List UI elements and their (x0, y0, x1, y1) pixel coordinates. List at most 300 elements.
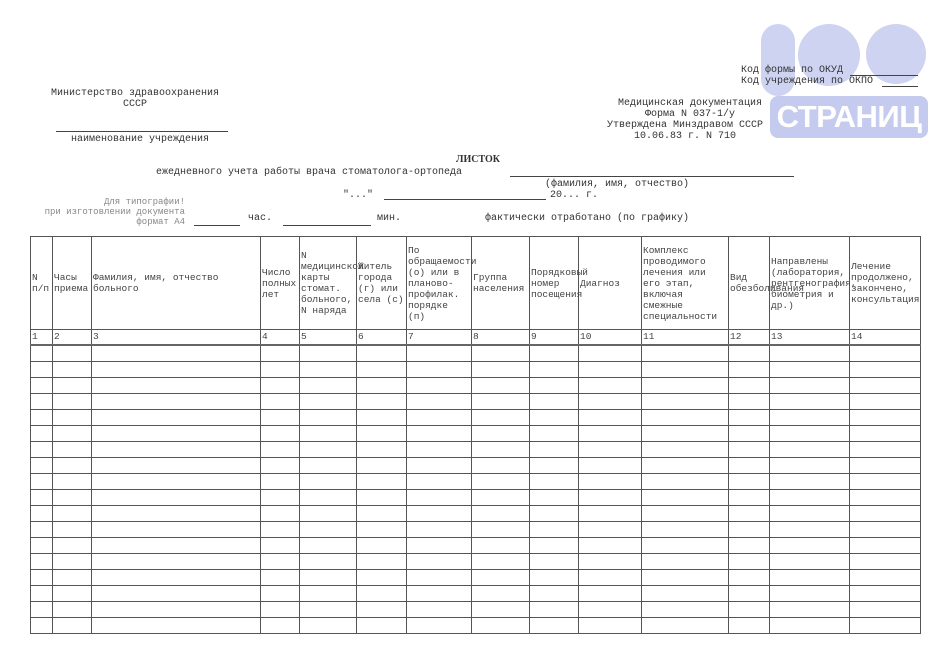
table-cell[interactable] (92, 602, 261, 618)
table-cell[interactable] (770, 586, 850, 602)
table-cell[interactable] (407, 458, 472, 474)
table-cell[interactable] (300, 538, 357, 554)
table-cell[interactable] (850, 618, 921, 634)
table-cell[interactable] (92, 490, 261, 506)
table-cell[interactable] (729, 426, 770, 442)
table-cell[interactable] (530, 586, 579, 602)
table-cell[interactable] (31, 458, 53, 474)
okpo-line[interactable] (882, 86, 918, 87)
table-cell[interactable] (642, 345, 729, 362)
table-cell[interactable] (357, 586, 407, 602)
table-cell[interactable] (729, 554, 770, 570)
table-cell[interactable] (53, 474, 92, 490)
column-number: 5 (300, 330, 357, 346)
institution-line[interactable] (56, 131, 228, 132)
table-cell[interactable] (92, 378, 261, 394)
column-header: Направлены (лаборатория, рентгенография, биометрия и др.) (770, 237, 850, 330)
table-cell[interactable] (530, 458, 579, 474)
table-cell[interactable] (31, 506, 53, 522)
table-cell[interactable] (579, 538, 642, 554)
table-cell[interactable] (92, 586, 261, 602)
table-cell[interactable] (729, 394, 770, 410)
typography-note-1: Для типографии! (103, 197, 185, 207)
table-cell[interactable] (472, 362, 530, 378)
column-header: Число полных лет (261, 237, 300, 330)
table-cell[interactable] (92, 394, 261, 410)
table-cell[interactable] (53, 458, 92, 474)
table-cell[interactable] (92, 410, 261, 426)
table-cell[interactable] (31, 474, 53, 490)
table-cell[interactable] (31, 586, 53, 602)
minutes-line[interactable] (283, 225, 371, 226)
table-cell[interactable] (261, 602, 300, 618)
table-cell[interactable] (53, 362, 92, 378)
table-cell[interactable] (407, 362, 472, 378)
table-cell[interactable] (472, 426, 530, 442)
table-cell[interactable] (850, 522, 921, 538)
column-number: 3 (92, 330, 261, 346)
table-cell[interactable] (92, 426, 261, 442)
table-cell[interactable] (642, 618, 729, 634)
table-cell[interactable] (642, 554, 729, 570)
table-cell[interactable] (53, 410, 92, 426)
table-cell[interactable] (300, 345, 357, 362)
table-cell[interactable] (53, 586, 92, 602)
form-number: Форма N 037-1/у (644, 109, 735, 120)
table-cell[interactable] (850, 570, 921, 586)
table-cell[interactable] (579, 506, 642, 522)
table-cell[interactable] (729, 378, 770, 394)
table-cell[interactable] (642, 602, 729, 618)
table-cell[interactable] (729, 474, 770, 490)
table-cell[interactable] (729, 506, 770, 522)
table-cell[interactable] (53, 394, 92, 410)
table-cell[interactable] (850, 490, 921, 506)
column-number: 9 (530, 330, 579, 346)
table-cell[interactable] (770, 490, 850, 506)
table-cell[interactable] (472, 522, 530, 538)
table-cell[interactable] (261, 362, 300, 378)
table-row (31, 458, 921, 474)
table-cell[interactable] (300, 618, 357, 634)
table-cell[interactable] (300, 458, 357, 474)
typography-note-3: формат А4 (136, 217, 185, 227)
table-cell[interactable] (261, 618, 300, 634)
date-year: 20... г. (550, 190, 599, 201)
table-row (31, 426, 921, 442)
approved: Утверждена Минздравом СССР (606, 120, 764, 131)
table-cell[interactable] (53, 522, 92, 538)
table-cell[interactable] (407, 570, 472, 586)
table-cell[interactable] (92, 618, 261, 634)
column-header: Часы приема (53, 237, 92, 330)
table-cell[interactable] (579, 602, 642, 618)
table-cell[interactable] (770, 570, 850, 586)
table-cell[interactable] (530, 442, 579, 458)
table-cell[interactable] (850, 426, 921, 442)
table-cell[interactable] (357, 522, 407, 538)
table-cell[interactable] (850, 538, 921, 554)
table-cell[interactable] (92, 570, 261, 586)
table-cell[interactable] (579, 410, 642, 426)
table-cell[interactable] (53, 538, 92, 554)
table-row (31, 522, 921, 538)
table-cell[interactable] (92, 474, 261, 490)
table-cell[interactable] (31, 602, 53, 618)
table-cell[interactable] (530, 378, 579, 394)
table-cell[interactable] (261, 522, 300, 538)
table-cell[interactable] (642, 506, 729, 522)
table-cell[interactable] (850, 378, 921, 394)
table-cell[interactable] (770, 474, 850, 490)
okud-label: Код формы по ОКУД (741, 65, 844, 76)
column-header: N медицинской карты стомат. больного, N наряда (300, 237, 357, 330)
table-cell[interactable] (530, 474, 579, 490)
okpo-label: Код учреждения по ОКПО (741, 76, 874, 87)
table-cell[interactable] (642, 538, 729, 554)
table-cell[interactable] (579, 442, 642, 458)
table-row (31, 602, 921, 618)
table-cell[interactable] (300, 554, 357, 570)
table-cell[interactable] (579, 474, 642, 490)
table-cell[interactable] (357, 570, 407, 586)
table-cell[interactable] (31, 362, 53, 378)
table-cell[interactable] (850, 586, 921, 602)
table-cell[interactable] (579, 522, 642, 538)
table-cell[interactable] (642, 490, 729, 506)
table-cell[interactable] (530, 410, 579, 426)
table-cell[interactable] (92, 554, 261, 570)
table-cell[interactable] (642, 458, 729, 474)
table-cell[interactable] (579, 458, 642, 474)
table-cell[interactable] (31, 426, 53, 442)
table-cell[interactable] (729, 522, 770, 538)
table-cell[interactable] (770, 362, 850, 378)
table-row (31, 394, 921, 410)
table-cell[interactable] (579, 362, 642, 378)
table-cell[interactable] (407, 522, 472, 538)
table-row (31, 538, 921, 554)
table-cell[interactable] (579, 586, 642, 602)
table-cell[interactable] (472, 490, 530, 506)
table-cell[interactable] (357, 442, 407, 458)
table-cell[interactable] (31, 538, 53, 554)
table-cell[interactable] (407, 394, 472, 410)
table-cell[interactable] (472, 618, 530, 634)
table-cell[interactable] (472, 586, 530, 602)
table-cell[interactable] (729, 410, 770, 426)
table-cell[interactable] (357, 554, 407, 570)
table-cell[interactable] (261, 586, 300, 602)
column-header: Житель города (г) или села (с) (357, 237, 407, 330)
table-cell[interactable] (300, 522, 357, 538)
table-cell[interactable] (407, 490, 472, 506)
table-cell[interactable] (530, 490, 579, 506)
table-cell[interactable] (357, 394, 407, 410)
table-cell[interactable] (300, 474, 357, 490)
table-cell[interactable] (261, 474, 300, 490)
table-cell[interactable] (530, 554, 579, 570)
table-cell[interactable] (300, 442, 357, 458)
table-cell[interactable] (530, 618, 579, 634)
table-cell[interactable] (92, 458, 261, 474)
table-cell[interactable] (92, 506, 261, 522)
table-cell[interactable] (31, 618, 53, 634)
table-cell[interactable] (850, 362, 921, 378)
table-cell[interactable] (92, 442, 261, 458)
table-cell[interactable] (472, 345, 530, 362)
table-cell[interactable] (472, 570, 530, 586)
table-cell[interactable] (770, 394, 850, 410)
table-cell[interactable] (92, 345, 261, 362)
column-header: N п/п (31, 237, 53, 330)
table-cell[interactable] (770, 602, 850, 618)
minutes-label: мин. (377, 213, 402, 224)
table-cell[interactable] (92, 362, 261, 378)
table-cell[interactable] (530, 506, 579, 522)
table-cell[interactable] (530, 602, 579, 618)
table-cell[interactable] (472, 506, 530, 522)
table-cell[interactable] (530, 426, 579, 442)
table-cell[interactable] (407, 538, 472, 554)
table-cell[interactable] (300, 426, 357, 442)
table-cell[interactable] (642, 522, 729, 538)
table-cell[interactable] (300, 506, 357, 522)
table-cell[interactable] (642, 426, 729, 442)
table-cell[interactable] (579, 570, 642, 586)
table-cell[interactable] (472, 410, 530, 426)
table-cell[interactable] (407, 410, 472, 426)
table-cell[interactable] (300, 362, 357, 378)
table-cell[interactable] (357, 362, 407, 378)
table-cell[interactable] (770, 410, 850, 426)
table-cell[interactable] (642, 586, 729, 602)
table-cell[interactable] (530, 345, 579, 362)
form-title: ЛИСТОК (456, 154, 501, 165)
table-cell[interactable] (53, 602, 92, 618)
table-cell[interactable] (407, 378, 472, 394)
table-cell[interactable] (642, 378, 729, 394)
table-cell[interactable] (31, 490, 53, 506)
table-cell[interactable] (530, 522, 579, 538)
table-cell[interactable] (642, 474, 729, 490)
table-cell[interactable] (472, 378, 530, 394)
table-cell[interactable] (770, 345, 850, 362)
table-cell[interactable] (357, 474, 407, 490)
table-cell[interactable] (300, 602, 357, 618)
table-cell[interactable] (472, 554, 530, 570)
table-cell[interactable] (261, 538, 300, 554)
table-cell[interactable] (31, 345, 53, 362)
table-cell[interactable] (357, 410, 407, 426)
table-cell[interactable] (530, 570, 579, 586)
table-cell[interactable] (53, 570, 92, 586)
column-number: 6 (357, 330, 407, 346)
table-cell[interactable] (642, 394, 729, 410)
table-row (31, 570, 921, 586)
table-cell[interactable] (729, 586, 770, 602)
table-cell[interactable] (261, 410, 300, 426)
table-cell[interactable] (53, 506, 92, 522)
table-cell[interactable] (357, 426, 407, 442)
table-cell[interactable] (642, 570, 729, 586)
ministry: Министерство здравоохранения (50, 88, 220, 99)
table-cell[interactable] (261, 442, 300, 458)
hours-label: час. (248, 213, 273, 224)
table-cell[interactable] (579, 378, 642, 394)
table-row (31, 362, 921, 378)
date-month-line[interactable] (384, 199, 546, 200)
date-day[interactable]: "..." (343, 190, 374, 201)
table-cell[interactable] (31, 378, 53, 394)
table-cell[interactable] (729, 345, 770, 362)
institution-caption: наименование учреждения (70, 134, 210, 145)
table-cell[interactable] (530, 394, 579, 410)
column-number: 1 (31, 330, 53, 346)
work-log-table (30, 236, 921, 634)
table-cell[interactable] (300, 410, 357, 426)
table-cell[interactable] (261, 345, 300, 362)
table-cell[interactable] (31, 554, 53, 570)
table-cell[interactable] (357, 506, 407, 522)
table-cell[interactable] (92, 522, 261, 538)
table-cell[interactable] (300, 490, 357, 506)
table-cell[interactable] (261, 554, 300, 570)
table-cell[interactable] (407, 474, 472, 490)
table-cell[interactable] (850, 394, 921, 410)
table-row (31, 474, 921, 490)
table-cell[interactable] (579, 345, 642, 362)
table-cell[interactable] (729, 490, 770, 506)
table-cell[interactable] (850, 554, 921, 570)
table-cell[interactable] (407, 506, 472, 522)
table-cell[interactable] (261, 506, 300, 522)
table-cell[interactable] (770, 442, 850, 458)
table-cell[interactable] (579, 394, 642, 410)
table-cell[interactable] (407, 586, 472, 602)
table-cell[interactable] (850, 442, 921, 458)
table-cell[interactable] (357, 378, 407, 394)
table-cell[interactable] (261, 394, 300, 410)
table-cell[interactable] (579, 426, 642, 442)
table-cell[interactable] (53, 490, 92, 506)
table-cell[interactable] (472, 474, 530, 490)
table-cell[interactable] (579, 490, 642, 506)
table-cell[interactable] (770, 506, 850, 522)
hours-line[interactable] (194, 225, 240, 226)
table-cell[interactable] (850, 602, 921, 618)
table-cell[interactable] (642, 362, 729, 378)
table-cell[interactable] (729, 442, 770, 458)
table-cell[interactable] (31, 570, 53, 586)
table-cell[interactable] (850, 410, 921, 426)
table-cell[interactable] (261, 378, 300, 394)
table-cell[interactable] (31, 410, 53, 426)
table-cell[interactable] (407, 345, 472, 362)
column-number-row (31, 330, 921, 346)
table-cell[interactable] (261, 458, 300, 474)
table-cell[interactable] (357, 490, 407, 506)
table-cell[interactable] (729, 538, 770, 554)
table-cell[interactable] (729, 362, 770, 378)
table-cell[interactable] (407, 618, 472, 634)
table-cell[interactable] (579, 554, 642, 570)
table-cell[interactable] (31, 522, 53, 538)
table-cell[interactable] (92, 538, 261, 554)
table-cell[interactable] (53, 618, 92, 634)
table-cell[interactable] (261, 570, 300, 586)
table-cell[interactable] (357, 458, 407, 474)
table-cell[interactable] (729, 458, 770, 474)
table-cell[interactable] (300, 378, 357, 394)
table-cell[interactable] (31, 442, 53, 458)
table-cell[interactable] (53, 554, 92, 570)
column-header: По обращаемости (о) или в планово-профилак. порядке (п) (407, 237, 472, 330)
ministry-country: СССР (122, 99, 147, 110)
table-cell[interactable] (261, 490, 300, 506)
table-cell[interactable] (53, 442, 92, 458)
table-cell[interactable] (770, 618, 850, 634)
table-cell[interactable] (579, 618, 642, 634)
table-cell[interactable] (472, 458, 530, 474)
table-cell[interactable] (770, 458, 850, 474)
table-cell[interactable] (53, 378, 92, 394)
table-cell[interactable] (31, 394, 53, 410)
table-cell[interactable] (770, 538, 850, 554)
table-cell[interactable] (729, 602, 770, 618)
table-cell[interactable] (472, 394, 530, 410)
table-cell[interactable] (770, 426, 850, 442)
table-cell[interactable] (407, 426, 472, 442)
table-cell[interactable] (770, 554, 850, 570)
table-cell[interactable] (407, 602, 472, 618)
table-cell[interactable] (357, 538, 407, 554)
table-cell[interactable] (357, 618, 407, 634)
table-cell[interactable] (850, 458, 921, 474)
table-cell[interactable] (530, 538, 579, 554)
column-number: 11 (642, 330, 729, 346)
table-cell[interactable] (357, 345, 407, 362)
table-cell[interactable] (770, 522, 850, 538)
table-row (31, 442, 921, 458)
table-cell[interactable] (472, 602, 530, 618)
table-cell[interactable] (53, 426, 92, 442)
table-cell[interactable] (642, 442, 729, 458)
table-cell[interactable] (300, 394, 357, 410)
table-cell[interactable] (729, 618, 770, 634)
table-cell[interactable] (472, 538, 530, 554)
table-cell[interactable] (850, 345, 921, 362)
form-subtitle: ежедневного учета работы врача стоматолога-ортопеда (156, 167, 463, 178)
table-cell[interactable] (530, 362, 579, 378)
table-cell[interactable] (472, 442, 530, 458)
table-cell[interactable] (407, 554, 472, 570)
table-cell[interactable] (642, 410, 729, 426)
table-cell[interactable] (300, 570, 357, 586)
table-cell[interactable] (300, 586, 357, 602)
doctor-name-line[interactable] (510, 176, 794, 177)
approval-date: 10.06.83 г. N 710 (633, 131, 737, 142)
table-cell[interactable] (53, 345, 92, 362)
table-cell[interactable] (770, 378, 850, 394)
table-cell[interactable] (357, 602, 407, 618)
table-cell[interactable] (261, 426, 300, 442)
table-cell[interactable] (729, 570, 770, 586)
table-row (31, 586, 921, 602)
table-cell[interactable] (850, 474, 921, 490)
table-cell[interactable] (407, 442, 472, 458)
table-cell[interactable] (850, 506, 921, 522)
